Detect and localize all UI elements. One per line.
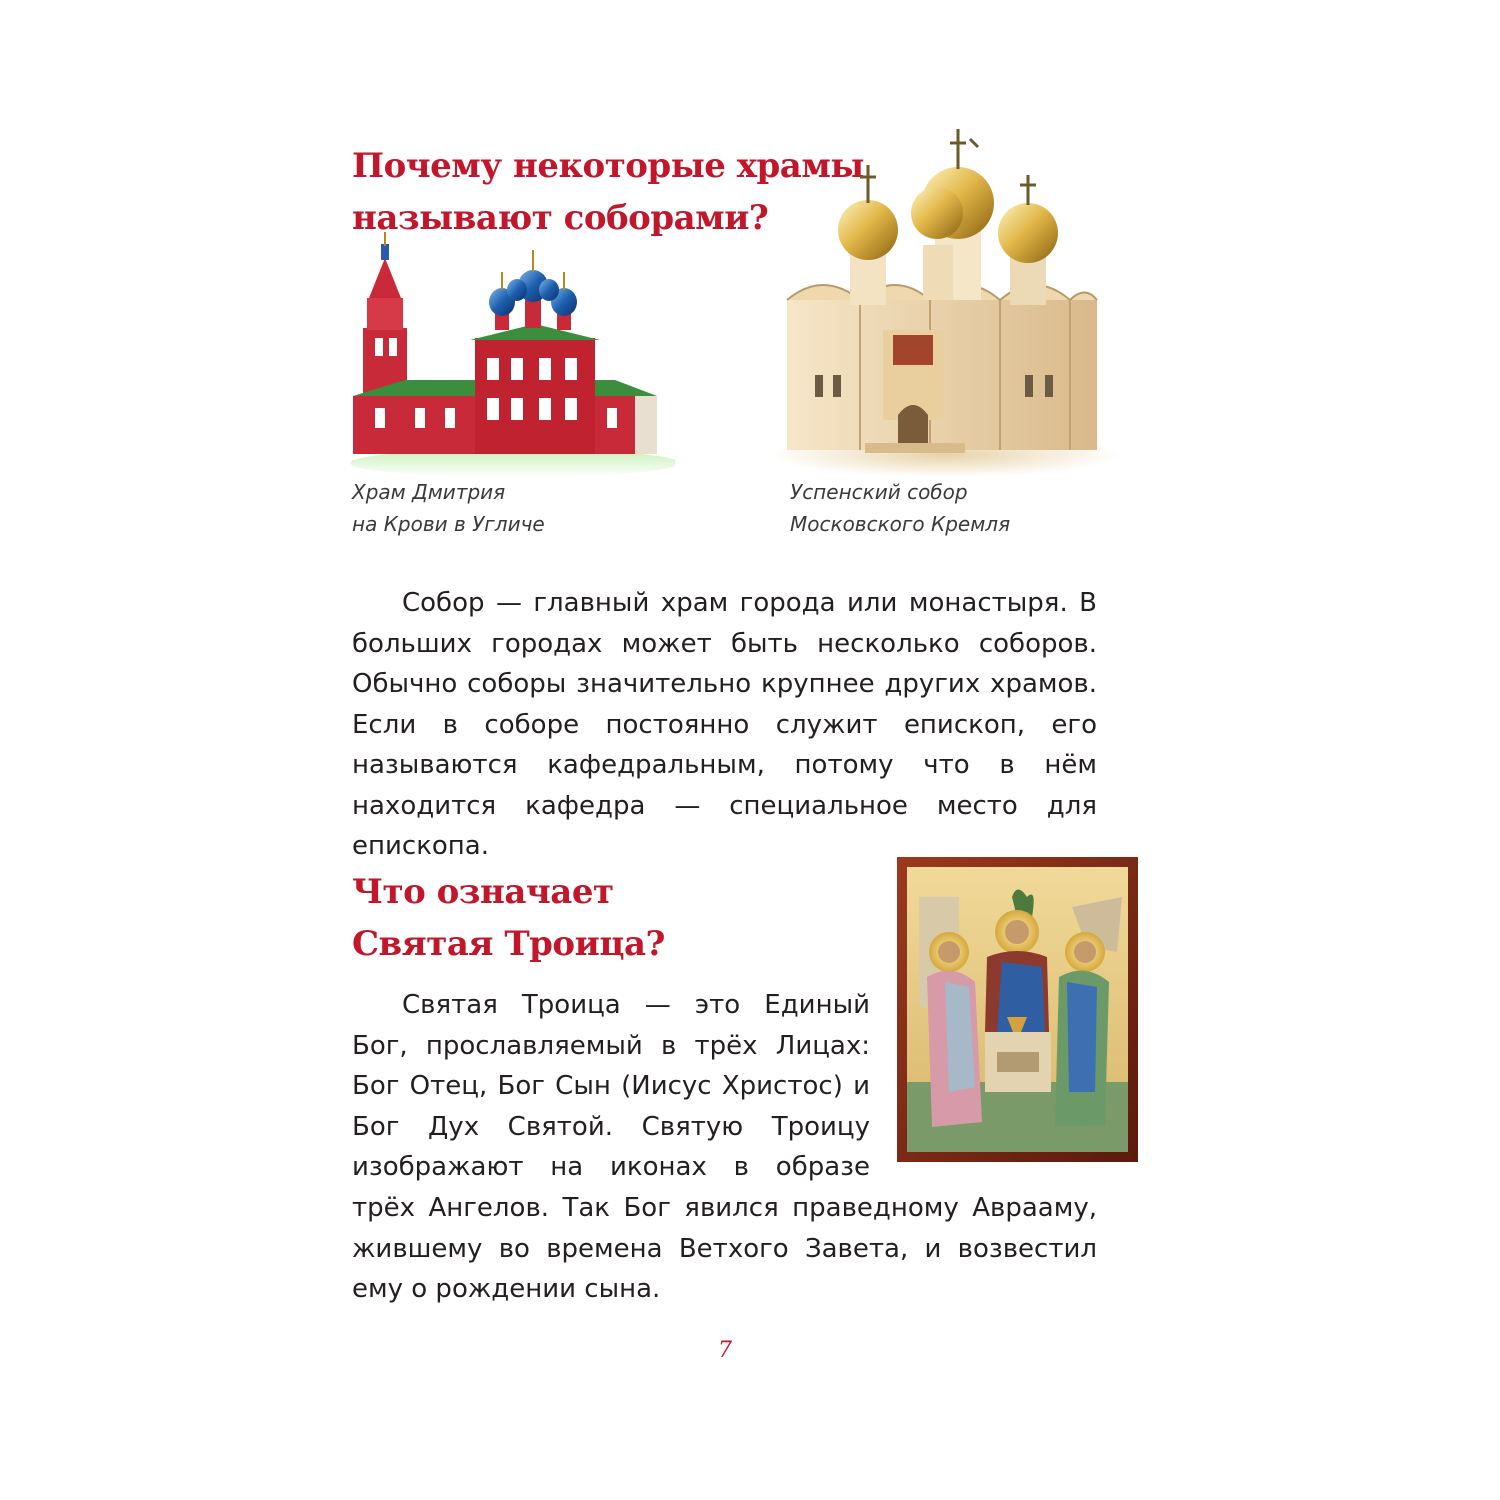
paragraph-trinity-part2: трёх Ангелов. Так Бог явился праведному Аврааму, жившему во времена Ветхого Завета, и возвестил ему о рождении сына. xyxy=(352,1193,1097,1304)
trinity-icon-image xyxy=(897,857,1138,1162)
caption-line: на Крови в Угличе xyxy=(352,512,545,536)
church-of-demetrius-illustration xyxy=(345,228,675,478)
dormition-cathedral-illustration xyxy=(765,125,1120,480)
figure-caption-right xyxy=(790,476,1010,540)
page-number: 7 xyxy=(718,1338,732,1363)
paragraph-trinity-part1: Святая Троица — это Единый Бог, прославляемый в трёх Лицах: Бог Отец, Бог Сын (Иисус Христос) и Бог Дух Святой. Святую Троицу изображают на иконах в образе xyxy=(352,990,870,1182)
paragraph-cathedral-definition: Собор — главный храм города или монастыря. В больших городах может быть несколько соборов. Обычно соборы значительно крупнее других храмов. Если в соборе постоянно служит епископ, его называются кафедральным, потому что в нём находится кафедра — специальное место для епископа. xyxy=(352,588,1097,861)
heading-line: Что означает xyxy=(352,872,614,912)
caption-line: Успенский собор xyxy=(790,480,968,504)
section-heading-trinity xyxy=(352,866,772,970)
caption-line: Московского Кремля xyxy=(790,512,1011,536)
figure-caption-left xyxy=(352,476,545,540)
caption-line: Храм Дмитрия xyxy=(352,480,506,504)
heading-line: Святая Троица? xyxy=(352,924,665,964)
heading-line: называют соборами? xyxy=(352,198,769,238)
heading-line: Почему некоторые храмы xyxy=(352,146,864,186)
